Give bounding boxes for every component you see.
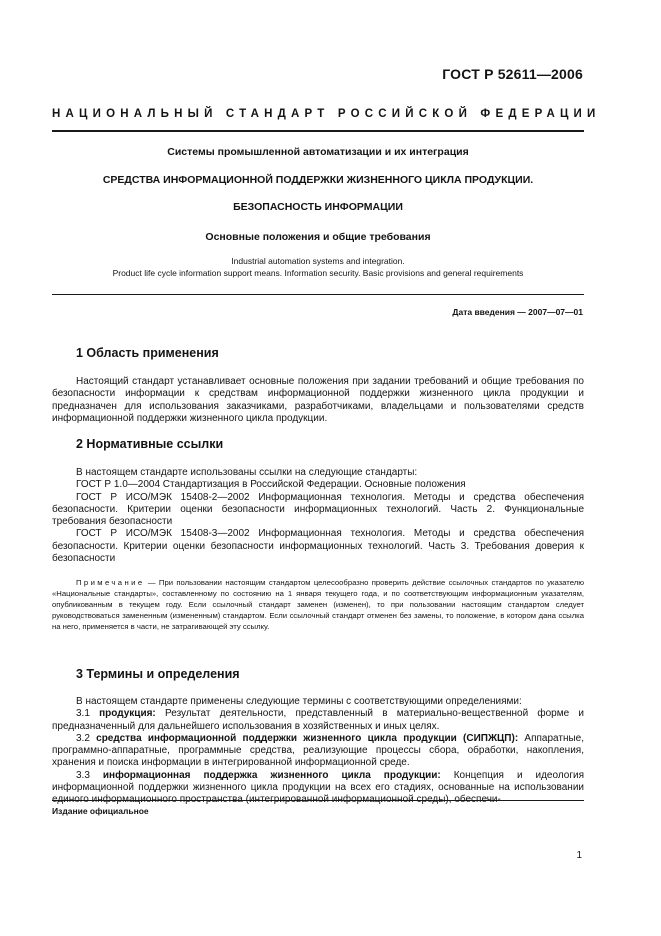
section-1-body (52, 376, 584, 425)
term-number: 3.3 (76, 769, 103, 781)
term-text: Аппаратные, программно-аппаратные, программные средства, реализующие процессы сбора, обработки, накопления, хранения и поиска информации в интегрированной информационной среде. (52, 732, 584, 769)
term-name: продукция: (99, 708, 156, 720)
term-text: Результат деятельности, представленный в материально-вещественной форме и предназначенный для дальнейшего использования в хозяйственных и иных целях. (52, 708, 584, 732)
title-line-4: Основные положения и общие требования (205, 231, 431, 243)
term-definition (52, 708, 584, 733)
introduction-date: Дата введения — 2007—07—01 (452, 307, 583, 317)
header-divider (52, 130, 584, 132)
note-text: — При пользовании настоящим стандартом целесообразно проверить действие ссылочных стандартов по указателю «Национальные стандарты», составленному по состоянию на 1 января текущего года, и по соответствующим информационным указателям, опубликованным в текущем году. Если ссылочный стандарт заменен (изменен), то при пользовании настоящим стандартом следует руководствоваться замененным (измененным) стандартом. Если ссылочный стандарт отменен без замены, то положение, в котором дана ссылка на него, применяется в части, не затрагивающей эту ссылку. (52, 578, 584, 631)
section-1-heading: 1 Область применения (76, 346, 219, 360)
document-number: ГОСТ Р 52611—2006 (442, 66, 583, 82)
term-text: Концепция и идеология информационной поддержки жизненного цикла продукции на всех его стадиях, основанные на использовании единого информационного пространства (интегрированной информационной среды), обеспечи- (52, 769, 584, 806)
title-divider (52, 294, 584, 295)
term-number: 3.1 (76, 708, 100, 720)
term-definition (52, 770, 584, 807)
section-2-note (52, 577, 584, 632)
term-name: информационная поддержка жизненного цикла продукции: (102, 769, 441, 781)
term-definition (52, 733, 584, 770)
section-2-body (52, 467, 584, 565)
official-edition-label: Издание официальное (52, 806, 149, 816)
english-title-2: Product life cycle information support means. Information security. Basic provisions and general requirements (112, 268, 524, 278)
english-title-1: Industrial automation systems and integration. (231, 256, 405, 266)
note-label: Примечание (76, 578, 145, 587)
national-standard-banner: НАЦИОНАЛЬНЫЙ СТАНДАРТ РОССИЙСКОЙ ФЕДЕРАЦИИ (52, 108, 601, 120)
section-3-heading: 3 Термины и определения (76, 667, 240, 681)
title-line-2: СРЕДСТВА ИНФОРМАЦИОННОЙ ПОДДЕРЖКИ ЖИЗНЕННОГО ЦИКЛА ПРОДУКЦИИ. (102, 174, 534, 186)
title-line-3: БЕЗОПАСНОСТЬ ИНФОРМАЦИИ (233, 201, 403, 213)
page-number: 1 (576, 850, 582, 861)
section-1-paragraph: Настоящий стандарт устанавливает основные положения при задании требований и общие требования по безопасности информации к средствам информационной поддержки жизненного цикла продукции и предназначен для использования заказчиками, разработчиками, владельцами и пользователями средств информационной поддержки жизненного цикла продукции. (52, 376, 584, 424)
term-name: средства информационной поддержки жизненного цикла продукции (СИПЖЦП): (96, 732, 519, 744)
reference-item: ГОСТ Р 1.0—2004 Стандартизация в Российской Федерации. Основные положения (76, 479, 466, 491)
section-2-heading: 2 Нормативные ссылки (76, 437, 224, 451)
reference-item: ГОСТ Р ИСО/МЭК 15408-2—2002 Информационная технология. Методы и средства обеспечения безопасности. Критерии оценки безопасности информационных технологий. Часть 2. Функциональные требования безопасности (52, 491, 584, 528)
reference-item: ГОСТ Р ИСО/МЭК 15408-3—2002 Информационная технология. Методы и средства обеспечения безопасности. Критерии оценки безопасности информационных технологий. Часть 3. Требования доверия к безопасности (52, 528, 584, 565)
section-3-body (52, 696, 584, 807)
section-3-intro: В настоящем стандарте применены следующие термины с соответствующими определениями: (76, 696, 522, 707)
section-2-intro: В настоящем стандарте использованы ссылки на следующие стандарты: (76, 467, 418, 478)
term-number: 3.2 (76, 732, 97, 744)
title-line-1: Системы промышленной автоматизации и их интеграция (167, 146, 469, 158)
footer-divider (52, 800, 584, 801)
